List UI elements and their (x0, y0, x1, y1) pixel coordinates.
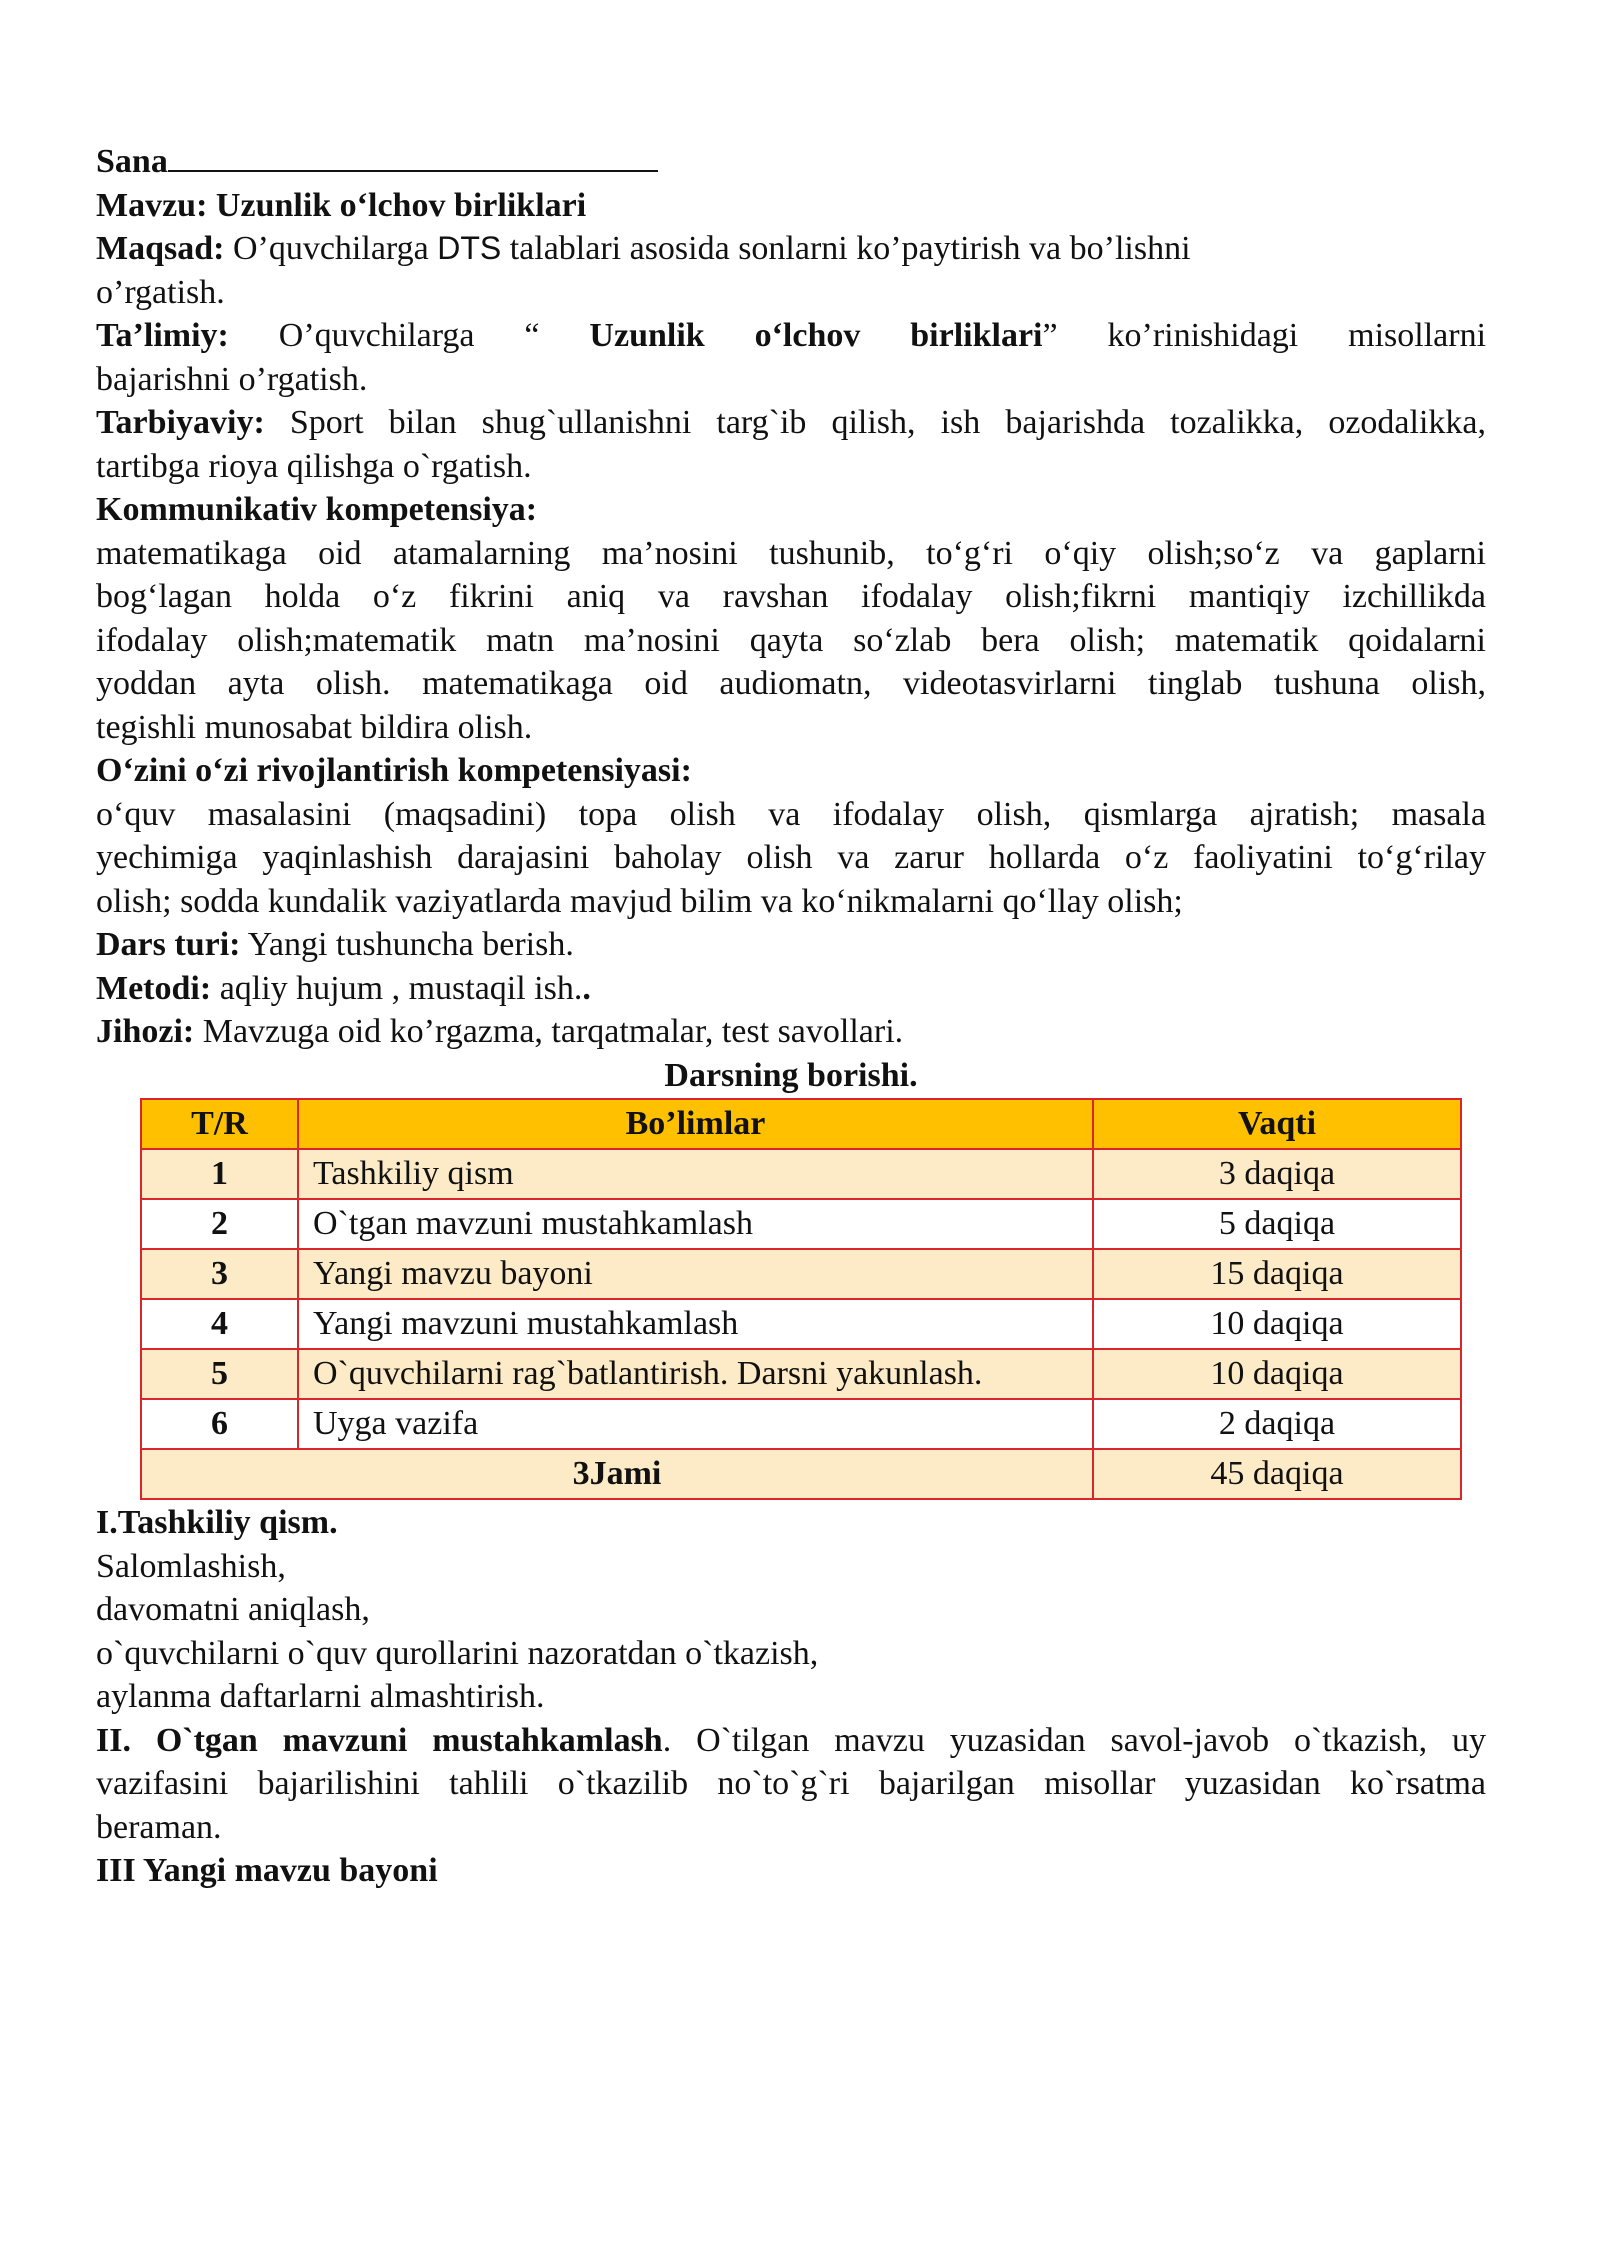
communicative-line: tegishli munosabat bildira olish. (96, 708, 533, 746)
table-row (141, 1399, 1461, 1449)
self-development-line: o‘quv masalasini (maqsadini) topa olish va ifodalay olish, qismlarga ajratish; masala (96, 795, 1486, 833)
upbringing-line (96, 401, 1486, 445)
educational-label: Ta’limiy: (96, 317, 229, 354)
row-number: 5 (141, 1349, 298, 1399)
section-1-line: o`quvchilarni o`quv qurollarini nazoratdan o`tkazish, (96, 1634, 819, 1672)
lesson-schedule-table (140, 1098, 1462, 1500)
row-number: 6 (141, 1399, 298, 1449)
section-2-heading: II. O`tgan mavzuni mustahkamlash (96, 1721, 663, 1759)
communicative-line: yoddan ayta olish. matematikaga oid audiomatn, videotasvirlarni tinglab tushuna olish, (96, 665, 1486, 702)
method-text: aqliy hujum , mustaqil ish. (211, 969, 583, 1007)
lesson-type-line (96, 923, 1486, 967)
row-time: 10 daqiqa (1093, 1349, 1461, 1399)
educational-topic: Uzunlik o‘lchov birliklari (589, 317, 1043, 354)
lesson-type-text: Yangi tushuncha berish. (240, 926, 574, 963)
topic-text: Uzunlik o‘lchov birliklari (207, 186, 587, 224)
goal-text-a: O’quvchilarga (224, 230, 438, 267)
column-header-time: Vaqti (1093, 1099, 1461, 1149)
total-label: 3Jami (141, 1449, 1093, 1499)
educational-line-2: bajarishni o’rgatish. (96, 360, 368, 398)
goal-label: Maqsad: (96, 230, 225, 267)
equipment-text: Mavzuga oid ko’rgazma, tarqatmalar, test savollari. (194, 1013, 904, 1050)
row-section: Yangi mavzu bayoni (298, 1249, 1093, 1299)
section-1-heading: I.Tashkiliy qism. (96, 1504, 338, 1541)
total-time: 45 daqiqa (1093, 1449, 1461, 1499)
row-section: O`quvchilarni rag`batlantirish. Darsni yakunlash. (298, 1349, 1093, 1399)
section-2-text: . O`tilgan mavzu yuzasidan savol-javob o`tkazish, uy (662, 1721, 1487, 1759)
method-tail: . (582, 969, 591, 1007)
goal-line (96, 227, 1486, 271)
educational-text-b: ” ko’rinishidagi misollarni (1042, 317, 1487, 354)
self-development-heading: O‘zini o‘zi rivojlantirish kompetensiyasi: (96, 752, 692, 789)
row-number: 4 (141, 1299, 298, 1349)
communicative-line: bog‘lagan holda o‘z fikrini aniq va ravshan ifodalay olish;fikrni mantiqiy izchillikda (96, 578, 1486, 615)
table-total-row (141, 1449, 1461, 1499)
table-title: Darsning borishi. (664, 1056, 918, 1094)
educational-line (96, 314, 1486, 358)
row-number: 3 (141, 1249, 298, 1299)
equipment-label: Jihozi: (96, 1013, 195, 1050)
equipment-line (96, 1010, 1486, 1054)
section-1-line: Salomlashish, (96, 1547, 286, 1585)
self-development-line: yechimiga yaqinlashish darajasini baholay olish va zarur hollarda o‘z faoliyatini to‘g‘rilay (96, 839, 1486, 876)
date-blank[interactable] (168, 140, 658, 172)
topic-line (96, 184, 1486, 228)
table-row (141, 1349, 1461, 1399)
educational-text-a: O’quvchilarga “ (228, 317, 590, 354)
goal-text-dts: DTS (437, 230, 502, 266)
row-time: 3 daqiqa (1093, 1149, 1461, 1199)
section-2-line (96, 1719, 1486, 1763)
table-header-row (141, 1099, 1461, 1149)
row-time: 5 daqiqa (1093, 1199, 1461, 1249)
method-label: Metodi: (96, 969, 212, 1007)
section-3-heading: III Yangi mavzu bayoni (96, 1852, 438, 1889)
row-section: Uyga vazifa (298, 1399, 1093, 1449)
topic-label: Mavzu: (96, 186, 208, 224)
communicative-line: matematikaga oid atamalarning ma’nosini tushunib, to‘g‘ri o‘qiy olish;so‘z va gaplarni (96, 534, 1486, 572)
lesson-type-label: Dars turi: (96, 926, 241, 963)
table-row (141, 1149, 1461, 1199)
row-number: 2 (141, 1199, 298, 1249)
upbringing-line-2: tartibga rioya qilishga o`rgatish. (96, 447, 532, 485)
row-time: 10 daqiqa (1093, 1299, 1461, 1349)
column-header-sections: Bo’limlar (298, 1099, 1093, 1149)
method-line (96, 967, 1486, 1011)
upbringing-label: Tarbiyaviy: (96, 404, 265, 441)
date-line (96, 140, 1486, 184)
row-time: 2 daqiqa (1093, 1399, 1461, 1449)
column-header-number: T/R (141, 1099, 298, 1149)
self-development-line: olish; sodda kundalik vaziyatlarda mavjud bilim va ko‘nikmalarni qo‘llay olish; (96, 882, 1183, 920)
section-2-line: vazifasini bajarilishini tahlili o`tkazilib no`to`g`ri bajarilgan misollar yuzasidan ko`rsatma (96, 1765, 1486, 1802)
goal-text-c: talablari asosida sonlarni ko’paytirish va bo’lishni (501, 230, 1191, 267)
row-number: 1 (141, 1149, 298, 1199)
table-row (141, 1199, 1461, 1249)
communicative-heading: Kommunikativ kompetensiya: (96, 491, 538, 528)
section-1-line: davomatni aniqlash, (96, 1591, 370, 1628)
row-section: Tashkiliy qism (298, 1149, 1093, 1199)
section-2-line: beraman. (96, 1808, 222, 1846)
communicative-line: ifodalay olish;matematik matn ma’nosini qayta so‘zlab bera olish; matematik qoidalarni (96, 621, 1486, 659)
row-section: Yangi mavzuni mustahkamlash (298, 1299, 1093, 1349)
goal-line-2: o’rgatish. (96, 273, 225, 311)
date-label: Sana (96, 143, 168, 180)
upbringing-text: Sport bilan shug`ullanishni targ`ib qilish, ish bajarishda tozalikka, ozodalikka, (264, 404, 1486, 441)
row-time: 15 daqiqa (1093, 1249, 1461, 1299)
lesson-plan-page (96, 140, 1486, 1893)
table-row (141, 1299, 1461, 1349)
section-1-line: aylanma daftarlarni almashtirish. (96, 1678, 545, 1715)
table-row (141, 1249, 1461, 1299)
row-section: O`tgan mavzuni mustahkamlash (298, 1199, 1093, 1249)
